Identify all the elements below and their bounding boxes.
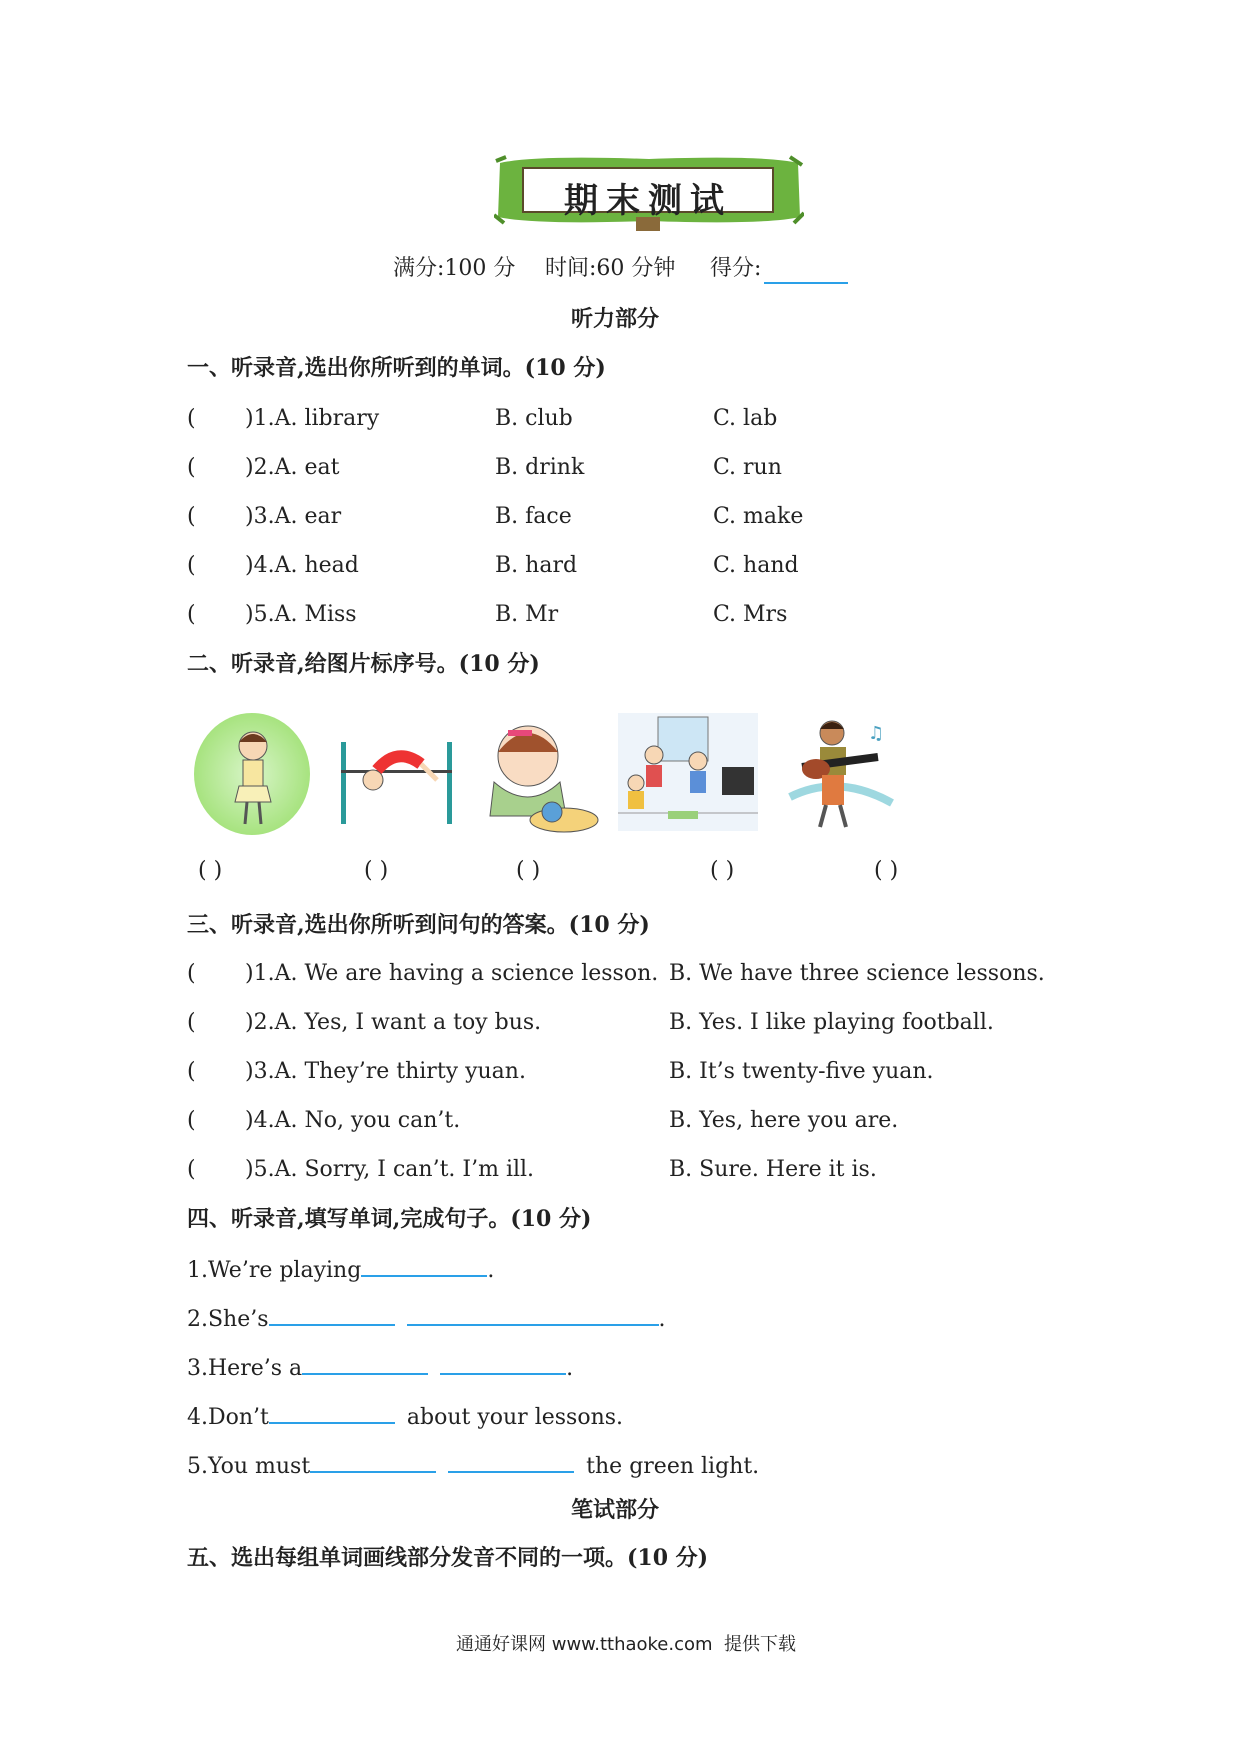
section4-heading: 四、听录音,填写单词,完成句子。(10 分)	[187, 1206, 592, 1232]
answer-paren[interactable]: (	[187, 504, 196, 529]
option-b: B. Yes. I like playing football.	[669, 1010, 994, 1035]
option-a: )4.A. No, you can’t.	[245, 1108, 461, 1133]
option-a: )1.A. We are having a science lesson.	[245, 961, 659, 986]
listening-heading: 听力部分	[571, 306, 660, 332]
section1-heading: 一、听录音,选出你所听到的单词。(10 分)	[187, 355, 606, 381]
answer-paren[interactable]: (	[187, 406, 196, 431]
fill-blank[interactable]	[361, 1257, 487, 1277]
answer-paren[interactable]: (	[187, 961, 196, 986]
answer-paren[interactable]: (	[187, 1059, 196, 1084]
option-b: B. hard	[495, 553, 578, 578]
written-heading: 笔试部分	[571, 1497, 660, 1523]
sentence-start: 2.She’s	[187, 1307, 269, 1332]
option-a: )5.A. Miss	[245, 602, 357, 627]
title-frame	[522, 167, 774, 221]
list-item	[187, 1257, 494, 1282]
list-item	[187, 1453, 759, 1478]
option-b: B. club	[495, 406, 573, 431]
list-item	[187, 1355, 573, 1380]
option-a: )3.A. ear	[245, 504, 342, 529]
fill-blank[interactable]	[302, 1355, 428, 1375]
sentence-end: .	[487, 1258, 495, 1283]
boy-guitar-icon	[782, 713, 894, 833]
option-b: B. It’s twenty-five yuan.	[669, 1059, 934, 1084]
answer-paren[interactable]: (	[187, 553, 196, 578]
option-a: )1.A. library	[245, 406, 380, 431]
picture-answer-5[interactable]: ( )	[874, 858, 899, 883]
picture-answer-4[interactable]: ( )	[710, 858, 735, 883]
answer-paren[interactable]: (	[187, 602, 196, 627]
answer-paren[interactable]: (	[187, 1157, 196, 1182]
option-c: C. lab	[713, 406, 778, 431]
section5-heading: 五、选出每组单词画线部分发音不同的一项。(10 分)	[187, 1545, 709, 1571]
section2-heading: 二、听录音,给图片标序号。(10 分)	[187, 651, 540, 677]
answer-paren[interactable]: (	[187, 455, 196, 480]
girl-phone-icon	[480, 712, 600, 836]
picture-answer-1[interactable]: ( )	[198, 858, 223, 883]
option-b: B. We have three science lessons.	[669, 961, 1045, 986]
option-a: )4.A. head	[245, 553, 359, 578]
fill-blank[interactable]	[269, 1306, 395, 1326]
page-title: 期末测试	[564, 181, 732, 221]
option-b: B. Yes, here you are.	[669, 1108, 899, 1133]
section3-heading: 三、听录音,选出你所听到问句的答案。(10 分)	[187, 912, 650, 938]
sentence-start: 1.We’re playing	[187, 1258, 362, 1283]
sentence-end: about your lessons.	[406, 1405, 624, 1430]
option-b: B. Mr	[495, 602, 559, 627]
svg-text:♫: ♫	[868, 723, 885, 744]
score-label: 得分:	[710, 256, 762, 281]
picture-answer-3[interactable]: ( )	[516, 858, 541, 883]
picture-answer-2[interactable]: ( )	[364, 858, 389, 883]
option-c: C. run	[713, 455, 782, 480]
option-c: C. make	[713, 504, 804, 529]
score-blank[interactable]	[764, 282, 848, 284]
option-a: )2.A. Yes, I want a toy bus.	[245, 1010, 542, 1035]
fill-blank[interactable]	[407, 1306, 659, 1326]
girl-thinking-icon	[193, 712, 311, 836]
option-b: B. Sure. Here it is.	[669, 1157, 877, 1182]
full-marks: 满分:100 分	[393, 256, 516, 281]
option-b: B. drink	[495, 455, 585, 480]
sentence-end: .	[566, 1356, 574, 1381]
time-limit: 时间:60 分钟	[545, 256, 676, 281]
fill-blank[interactable]	[448, 1453, 574, 1473]
list-item	[187, 1306, 666, 1331]
sentence-start: 5.You must	[187, 1454, 311, 1479]
sentence-end: the green light.	[586, 1454, 760, 1479]
sentence-end: .	[658, 1307, 666, 1332]
option-a: )5.A. Sorry, I can’t. I’m ill.	[245, 1157, 535, 1182]
list-item	[187, 1404, 623, 1429]
fill-blank[interactable]	[310, 1453, 436, 1473]
option-a: )3.A. They’re thirty yuan.	[245, 1059, 526, 1084]
option-c: C. hand	[713, 553, 799, 578]
answer-paren[interactable]: (	[187, 1108, 196, 1133]
title-board	[494, 153, 804, 231]
fill-blank[interactable]	[269, 1404, 395, 1424]
answer-paren[interactable]: (	[187, 1010, 196, 1035]
option-b: B. face	[495, 504, 572, 529]
sentence-start: 4.Don’t	[187, 1405, 269, 1430]
option-c: C. Mrs	[713, 602, 788, 627]
sentence-start: 3.Here’s a	[187, 1356, 303, 1381]
footer-text: 通通好课网 www.tthaoke.com 提供下载	[456, 1634, 796, 1655]
high-jump-icon	[337, 740, 455, 826]
option-a: )2.A. eat	[245, 455, 340, 480]
fill-blank[interactable]	[440, 1355, 566, 1375]
messy-room-icon	[618, 713, 758, 831]
